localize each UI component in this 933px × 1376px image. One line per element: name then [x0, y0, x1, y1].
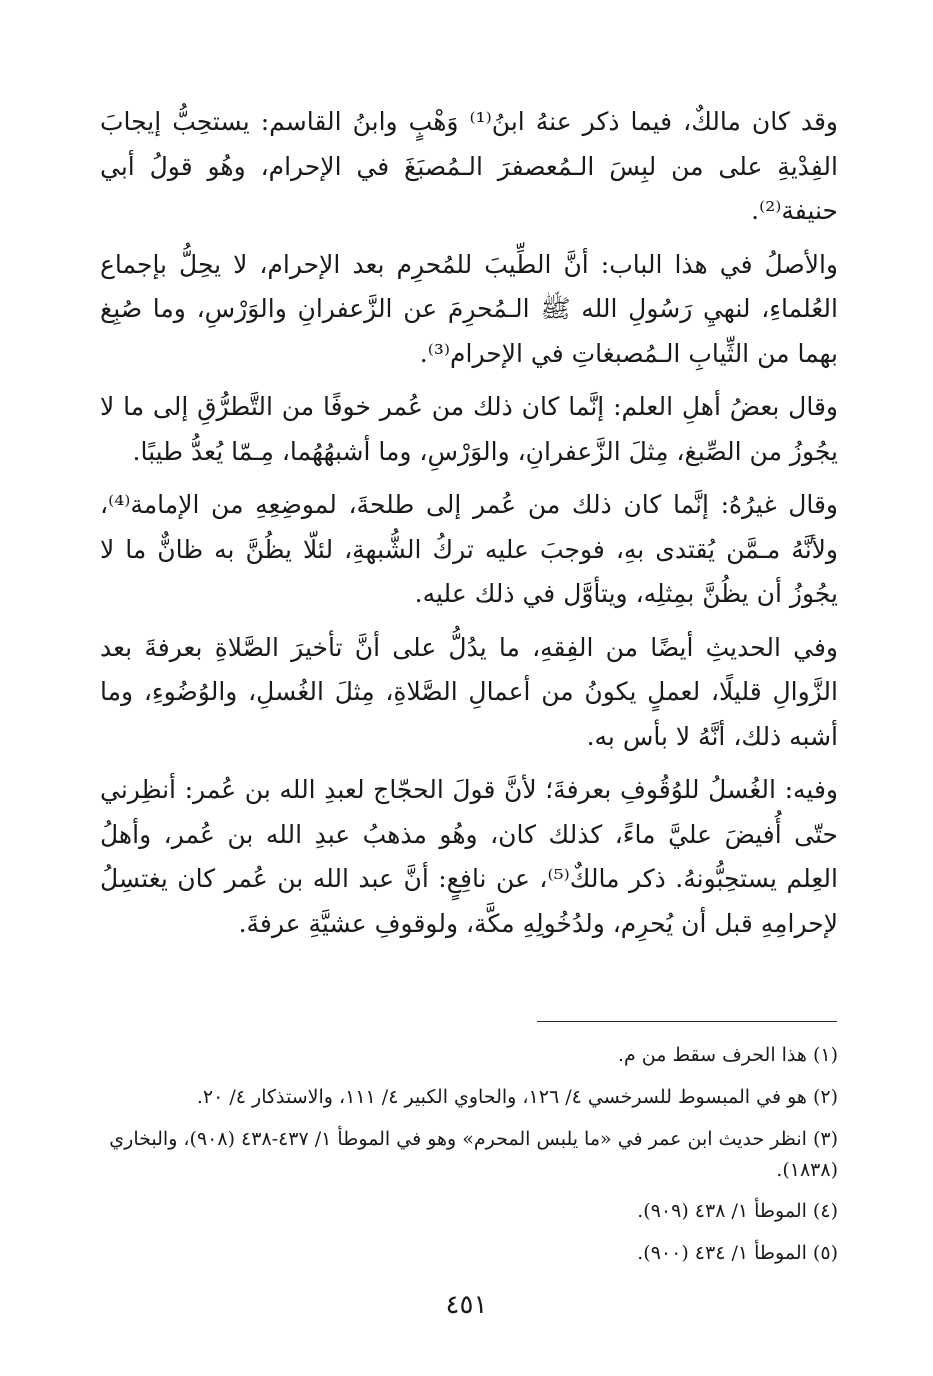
footnote-5: (٥) الموطأ ١/ ٤٣٤ (٩٠٠).: [637, 1242, 838, 1264]
paragraph-3: وقال بعضُ أهلِ العلم: إنَّما كان ذلك من عُمر خوفًا من التَّطرُّقِ إلى ما لا يجُوزُ من الصِّبغ، مِثلَ الزَّعفرانِ، والوَرْسِ، وما أشبهُهُما، مِـمّا يُعدُّ طيبًا.: [100, 392, 838, 466]
footnote-4: (٤) الموطأ ١/ ٤٣٨ (٩٠٩).: [637, 1200, 838, 1222]
footnote-1: (١) هذا الحرف سقط من م.: [617, 1044, 838, 1066]
footnote-2: (٢) هو في المبسوط للسرخسي ٤/ ١٢٦، والحاوي الكبير ٤/ ١١١، والاستذكار ٤/ ٢٠.: [196, 1086, 838, 1108]
main-text: [100, 100, 838, 946]
paragraph-6: وفيه: الغُسلُ للوُقُوفِ بعرفةَ؛ لأنَّ قولَ الحجّاج لعبدِ الله بن عُمر: أنظِرني حتّى أُفيضَ عليَّ ماءً، كذلك كان، وهُو مذهبُ عبدِ الله بن عُمر، وأهلُ العِلم يستحِبُّونهُ. ذكر مالكٌ⁽⁵⁾، عن نافِعٍ: أنَّ عبد الله بن عُمر كان يغتسِلُ لإحرامِهِ قبل أن يُحرِم، ولدُخُولِهِ مكَّة، ولوقوفِ عشيَّةِ عرفةَ.: [100, 775, 838, 938]
paragraph-4: وقال غيرُهُ: إنَّما كان ذلك من عُمر إلى طلحةَ، لموضِعِهِ من الإمامة⁽⁴⁾، ولأنَّهُ مـمَّن يُقتدى بهِ، فوجبَ عليه تركُ الشُّبهةِ، لئلّا يظُنَّ به ظانٌّ ما لا يجُوزُ أن يظُنَّ بمِثلِه، ويتأوَّل في ذلك عليه.: [100, 490, 838, 608]
paragraph-2: والأصلُ في هذا الباب: أنَّ الطِّيبَ للمُحرِم بعد الإحرام، لا يحِلُّ بإجماع العُلماءِ، لنهيِ رَسُولِ الله ﷺ الـمُحرِمَ عن الزَّعفرانِ والوَرْسِ، وما صُبِغ بهما من الثِّيابِ الـمُصبغاتِ في الإحرام⁽³⁾.: [100, 249, 838, 368]
footnote-divider: [537, 1021, 837, 1022]
paragraph-1: وقد كان مالكٌ، فيما ذكر عنهُ ابنُ⁽¹⁾ وَهْبٍ وابنُ القاسم: يستحِبُّ إيجابَ الفِدْيةِ على من لبِسَ الـمُعصفرَ الـمُصبَغَ في الإحرام، وهُو قولُ أبي حنيفة⁽²⁾.: [100, 107, 838, 225]
page-number: ٤٥١: [445, 1290, 488, 1320]
footnotes: [100, 1040, 838, 1280]
paragraph-5: وفي الحديثِ أيضًا من الفِقهِ، ما يدُلُّ على أنَّ تأخيرَ الصَّلاةِ بعرفةَ بعد الزَّوالِ قليلًا، لعملٍ يكونُ من أعمالِ الصَّلاةِ، مِثلَ الغُسلِ، والوُضُوءِ، وما أشبه ذلك، أنَّهُ لا بأس به.: [100, 632, 838, 751]
footnote-3: (٣) انظر حديث ابن عمر في «ما يلبس المحرم» وهو في الموطأ ١/ ٤٣٧-٤٣٨ (٩٠٨)، والبخاري (١٨٣٨).: [109, 1128, 838, 1181]
